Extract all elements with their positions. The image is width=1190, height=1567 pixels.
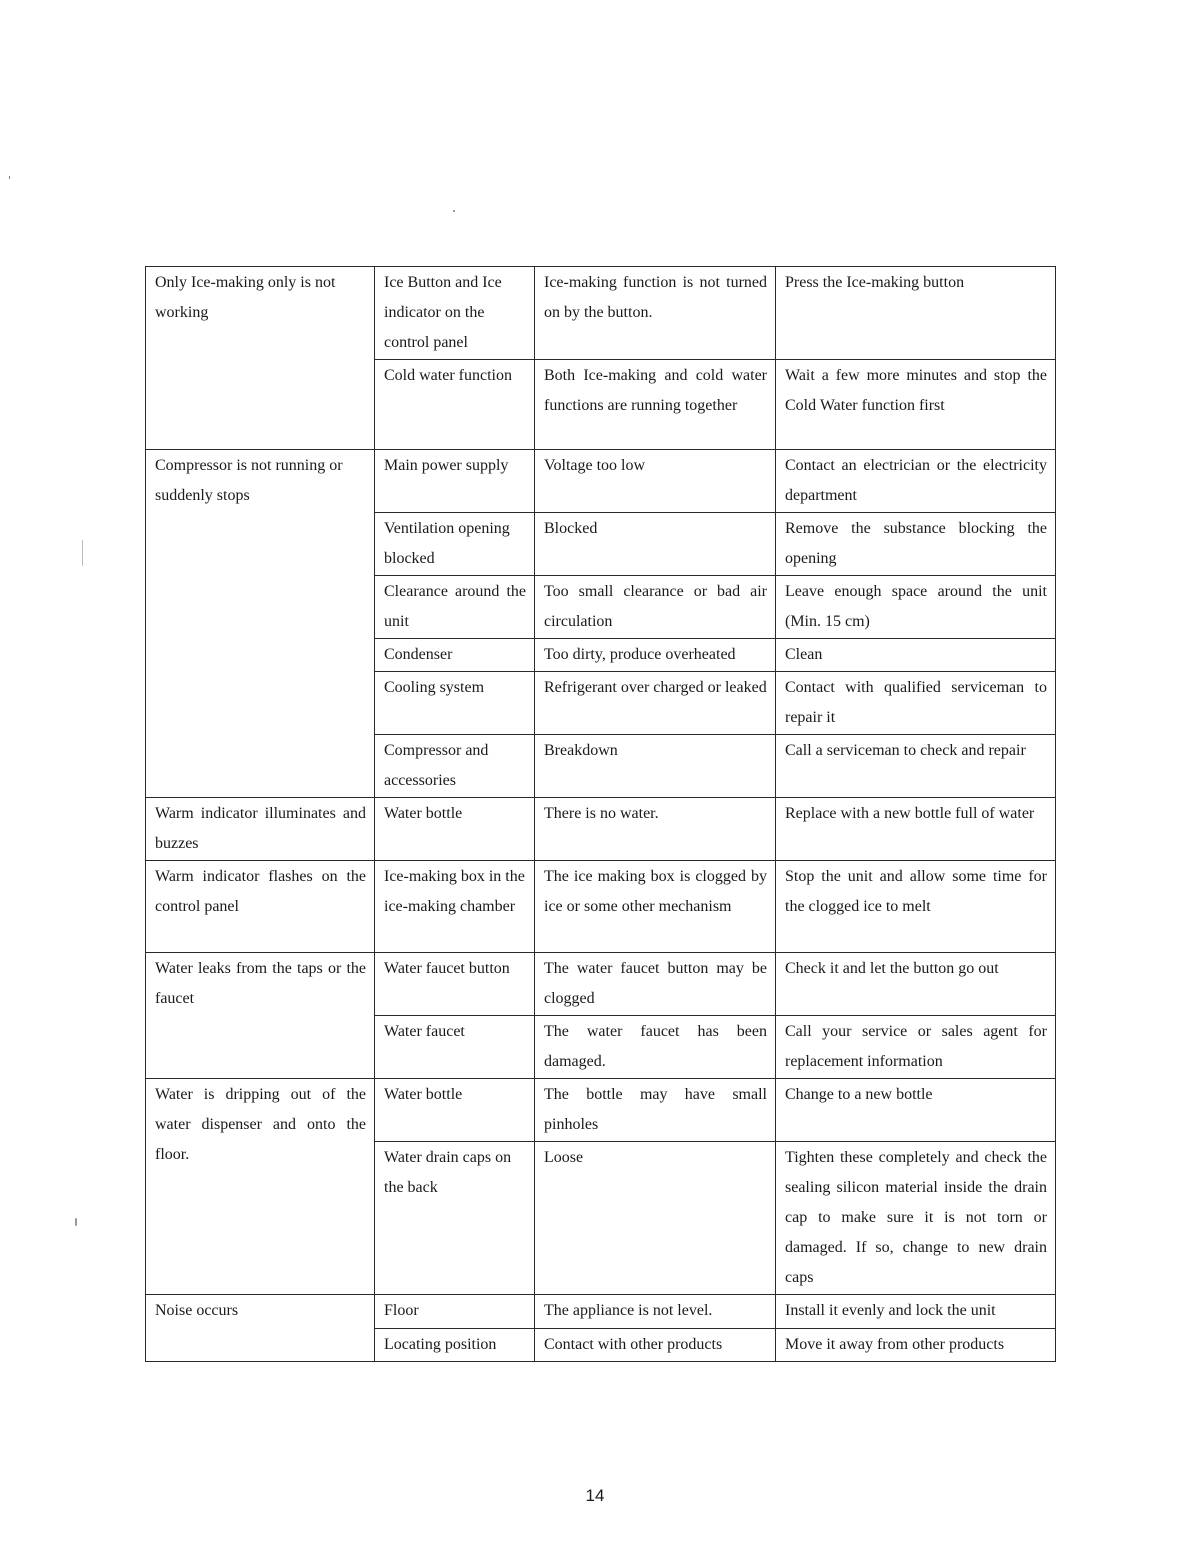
table-row bbox=[146, 1079, 1056, 1142]
scan-speck bbox=[82, 540, 83, 566]
solution-cell: Call a serviceman to check and repair bbox=[776, 735, 1056, 798]
cause-cell: Breakdown bbox=[535, 735, 776, 798]
part-cell: Water bottle bbox=[375, 798, 535, 861]
solution-cell: Change to a new bottle bbox=[776, 1079, 1056, 1142]
solution-cell: Call your service or sales agent for replacement information bbox=[776, 1016, 1056, 1079]
cause-cell: The water faucet has been damaged. bbox=[535, 1016, 776, 1079]
part-cell: Compressor and accessories bbox=[375, 735, 535, 798]
table-row bbox=[146, 953, 1056, 1016]
part-cell: Locating position bbox=[375, 1329, 535, 1362]
part-cell: Water drain caps on the back bbox=[375, 1142, 535, 1295]
cause-cell: Blocked bbox=[535, 513, 776, 576]
part-cell: Water faucet bbox=[375, 1016, 535, 1079]
solution-cell: Install it evenly and lock the unit bbox=[776, 1295, 1056, 1329]
part-cell: Clearance around the unit bbox=[375, 576, 535, 639]
cause-cell: The ice making box is clogged by ice or some other mechanism bbox=[535, 861, 776, 953]
part-cell: Condenser bbox=[375, 639, 535, 672]
cause-cell: Both Ice-making and cold water functions are running together bbox=[535, 360, 776, 450]
solution-cell: Leave enough space around the unit (Min. 15 cm) bbox=[776, 576, 1056, 639]
solution-cell: Wait a few more minutes and stop the Cold Water function first bbox=[776, 360, 1056, 450]
cause-cell: Ice-making function is not turned on by the button. bbox=[535, 267, 776, 360]
table-row bbox=[146, 1295, 1056, 1329]
solution-cell: Remove the substance blocking the opening bbox=[776, 513, 1056, 576]
page-number: 14 bbox=[585, 1486, 605, 1505]
part-cell: Water faucet button bbox=[375, 953, 535, 1016]
part-cell: Water bottle bbox=[375, 1079, 535, 1142]
cause-cell: The appliance is not level. bbox=[535, 1295, 776, 1329]
part-cell: Main power supply bbox=[375, 450, 535, 513]
table-row bbox=[146, 267, 1056, 360]
solution-cell: Replace with a new bottle full of water bbox=[776, 798, 1056, 861]
cause-cell: There is no water. bbox=[535, 798, 776, 861]
cause-cell: Loose bbox=[535, 1142, 776, 1295]
cause-cell: Voltage too low bbox=[535, 450, 776, 513]
problem-cell: Compressor is not running or suddenly stops bbox=[146, 450, 375, 798]
problem-cell: Warm indicator flashes on the control panel bbox=[146, 861, 375, 953]
cause-cell: Too dirty, produce overheated bbox=[535, 639, 776, 672]
part-cell: Ice Button and Ice indicator on the control panel bbox=[375, 267, 535, 360]
cause-cell: Refrigerant over charged or leaked bbox=[535, 672, 776, 735]
problem-cell: Water leaks from the taps or the faucet bbox=[146, 953, 375, 1079]
troubleshooting-table bbox=[145, 266, 1056, 1362]
cause-cell: The bottle may have small pinholes bbox=[535, 1079, 776, 1142]
cause-cell: The water faucet button may be clogged bbox=[535, 953, 776, 1016]
solution-cell: Check it and let the button go out bbox=[776, 953, 1056, 1016]
solution-cell: Tighten these completely and check the sealing silicon material inside the drain cap to make sure it is not torn or damaged. If so, change to new drain caps bbox=[776, 1142, 1056, 1295]
problem-cell: Warm indicator illuminates and buzzes bbox=[146, 798, 375, 861]
cause-cell: Contact with other products bbox=[535, 1329, 776, 1362]
cause-cell: Too small clearance or bad air circulation bbox=[535, 576, 776, 639]
table-row bbox=[146, 450, 1056, 513]
scan-speck bbox=[9, 176, 10, 179]
solution-cell: Stop the unit and allow some time for the clogged ice to melt bbox=[776, 861, 1056, 953]
part-cell: Cooling system bbox=[375, 672, 535, 735]
part-cell: Floor bbox=[375, 1295, 535, 1329]
solution-cell: Clean bbox=[776, 639, 1056, 672]
scan-speck bbox=[453, 210, 455, 212]
solution-cell: Contact with qualified serviceman to repair it bbox=[776, 672, 1056, 735]
part-cell: Ice-making box in the ice-making chamber bbox=[375, 861, 535, 953]
scan-speck bbox=[75, 1218, 77, 1226]
problem-cell: Only Ice-making only is not working bbox=[146, 267, 375, 450]
solution-cell: Contact an electrician or the electricity department bbox=[776, 450, 1056, 513]
solution-cell: Press the Ice-making button bbox=[776, 267, 1056, 360]
problem-cell: Noise occurs bbox=[146, 1295, 375, 1362]
solution-cell: Move it away from other products bbox=[776, 1329, 1056, 1362]
part-cell: Ventilation opening blocked bbox=[375, 513, 535, 576]
part-cell: Cold water function bbox=[375, 360, 535, 450]
table-row bbox=[146, 798, 1056, 861]
table-row bbox=[146, 861, 1056, 953]
problem-cell: Water is dripping out of the water dispenser and onto the floor. bbox=[146, 1079, 375, 1295]
